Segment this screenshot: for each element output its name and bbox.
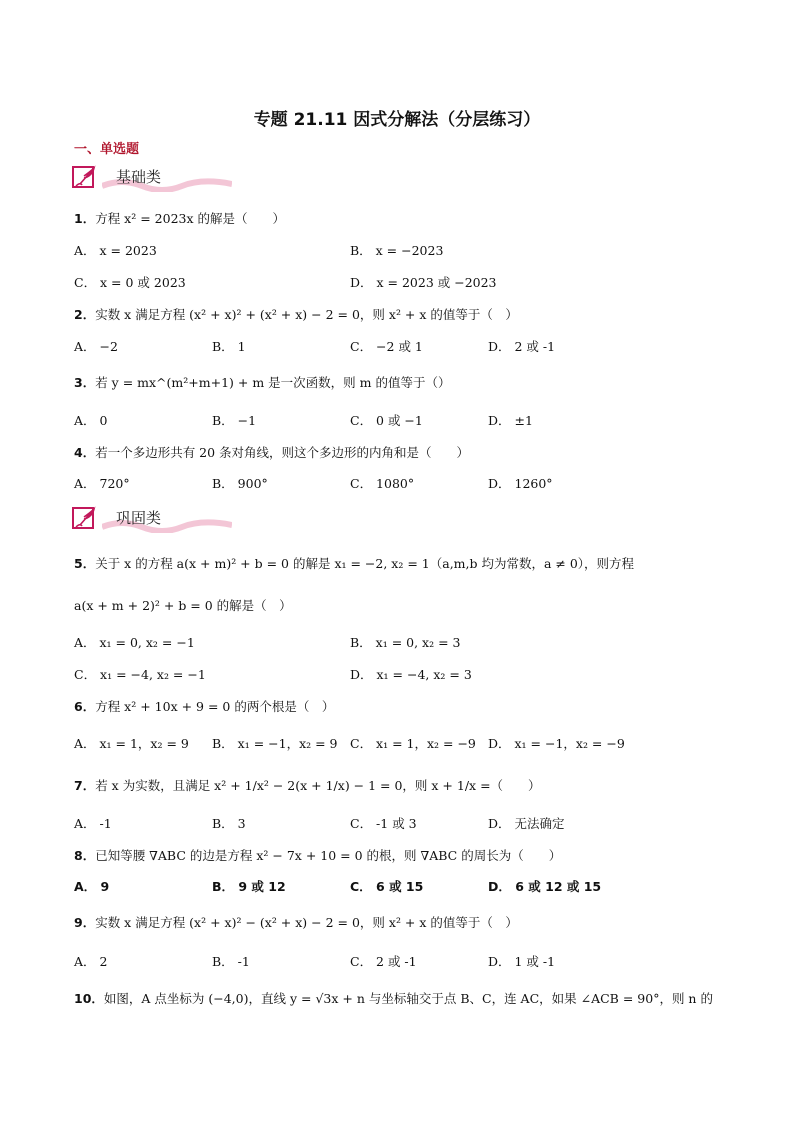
question-stem: 关于 x 的方程 a(x + m)² + b = 0 的解是 x₁ = −2, x₂ = 1（a,m,b 均为常数，a ≠ 0），则方程 <box>95 556 635 571</box>
page-title: 专题 21.11 因式分解法（分层练习） <box>253 110 541 130</box>
question-stem: 若 x 为实数，且满足 x² + 1/x² − 2(x + 1/x) − 1 = 0，则 x + 1/x =（ ） <box>95 778 541 793</box>
question-6 <box>74 697 334 715</box>
option-d[interactable]: D． x₁ = −1，x₂ = −9 <box>488 736 625 751</box>
option-b[interactable]: B． 1 <box>212 339 246 354</box>
category-label: 基础类 <box>116 168 162 186</box>
option-c[interactable]: C． -1 或 3 <box>350 816 417 831</box>
option-d[interactable]: D． x = 2023 或 −2023 <box>350 275 497 290</box>
question-2 <box>74 305 518 323</box>
question-3 <box>74 373 450 391</box>
option-b[interactable]: B． 3 <box>212 816 246 831</box>
question-stem: 方程 x² = 2023x 的解是（ ） <box>95 211 285 226</box>
question-9 <box>74 913 518 931</box>
option-c[interactable]: C． x₁ = 1，x₂ = −9 <box>350 736 476 751</box>
option-b[interactable]: B． −1 <box>212 413 257 428</box>
option-c[interactable]: C． 0 或 −1 <box>350 413 423 428</box>
option-d[interactable]: D． 6 或 12 或 15 <box>488 879 602 894</box>
option-c[interactable]: C． 2 或 -1 <box>350 954 417 969</box>
option-d[interactable]: D． 2 或 -1 <box>488 339 556 354</box>
option-b[interactable]: B． x₁ = 0, x₂ = 3 <box>350 635 461 650</box>
question-number: 6． <box>74 699 96 714</box>
option-a[interactable]: A． −2 <box>74 339 118 354</box>
question-stem: 方程 x² + 10x + 9 = 0 的两个根是（ ） <box>95 699 335 714</box>
question-number: 3． <box>74 375 96 390</box>
question-number: 4． <box>74 445 96 460</box>
option-a[interactable]: A． -1 <box>74 816 112 831</box>
option-a[interactable]: A． x = 2023 <box>74 243 157 258</box>
option-c[interactable]: C． 1080° <box>350 476 415 491</box>
question-number: 8． <box>74 848 96 863</box>
question-1 <box>74 209 285 227</box>
option-a[interactable]: A． 2 <box>74 954 108 969</box>
option-c[interactable]: C． x₁ = −4, x₂ = −1 <box>74 667 206 682</box>
question-7 <box>74 776 541 794</box>
option-d[interactable]: D． ±1 <box>488 413 533 428</box>
option-a[interactable]: A． 720° <box>74 476 130 491</box>
category-basic <box>72 164 212 192</box>
question-stem: 实数 x 满足方程 (x² + x)² − (x² + x) − 2 = 0，则 x² + x 的值等于（ ） <box>95 915 518 930</box>
question-number: 5． <box>74 556 96 571</box>
question-stem: 若 y = mx^(m²+m+1) + m 是一次函数，则 m 的值等于（） <box>95 375 451 390</box>
quill-icon <box>72 505 98 531</box>
category-label: 巩固类 <box>116 509 162 527</box>
question-stem: 若一个多边形共有 20 条对角线，则这个多边形的内角和是（ ） <box>95 445 470 460</box>
option-b[interactable]: B． x₁ = −1，x₂ = 9 <box>212 736 338 751</box>
question-stem: 如图，A 点坐标为 (−4,0)，直线 y = √3x + n 与坐标轴交于点 B、C，连 AC，如果 ∠ACB = 90°，则 n 的 <box>103 991 713 1006</box>
option-b[interactable]: B． -1 <box>212 954 250 969</box>
question-5 <box>74 554 634 572</box>
question-number: 7． <box>74 778 96 793</box>
section-heading: 一、单选题 <box>74 142 140 157</box>
question-number: 2． <box>74 307 96 322</box>
option-b[interactable]: B． 900° <box>212 476 268 491</box>
question-stem: 实数 x 满足方程 (x² + x)² + (x² + x) − 2 = 0，则 x² + x 的值等于（ ） <box>95 307 518 322</box>
option-a[interactable]: A． 9 <box>74 879 110 894</box>
option-c[interactable]: C． 6 或 15 <box>350 879 424 894</box>
option-a[interactable]: A． 0 <box>74 413 108 428</box>
question-stem: 已知等腰 ∇ABC 的边是方程 x² − 7x + 10 = 0 的根，则 ∇ABC 的周长为（ ） <box>95 848 562 863</box>
category-consolidate <box>72 505 212 533</box>
question-number: 1． <box>74 211 96 226</box>
option-b[interactable]: B． x = −2023 <box>350 243 444 258</box>
question-10 <box>74 989 713 1007</box>
option-a[interactable]: A． x₁ = 0, x₂ = −1 <box>74 635 195 650</box>
question-4 <box>74 443 469 461</box>
option-b[interactable]: B． 9 或 12 <box>212 879 286 894</box>
option-d[interactable]: D． 1260° <box>488 476 553 491</box>
option-d[interactable]: D． x₁ = −4, x₂ = 3 <box>350 667 472 682</box>
option-c[interactable]: C． −2 或 1 <box>350 339 423 354</box>
question-number: 9． <box>74 915 96 930</box>
question-number: 10． <box>74 991 104 1006</box>
question-8 <box>74 846 561 864</box>
question-5-continued: a(x + m + 2)² + b = 0 的解是（ ） <box>74 598 292 613</box>
option-d[interactable]: D． 1 或 -1 <box>488 954 556 969</box>
option-d[interactable]: D． 无法确定 <box>488 816 565 831</box>
quill-icon <box>72 164 98 190</box>
option-c[interactable]: C． x = 0 或 2023 <box>74 275 186 290</box>
option-a[interactable]: A． x₁ = 1，x₂ = 9 <box>74 736 189 751</box>
